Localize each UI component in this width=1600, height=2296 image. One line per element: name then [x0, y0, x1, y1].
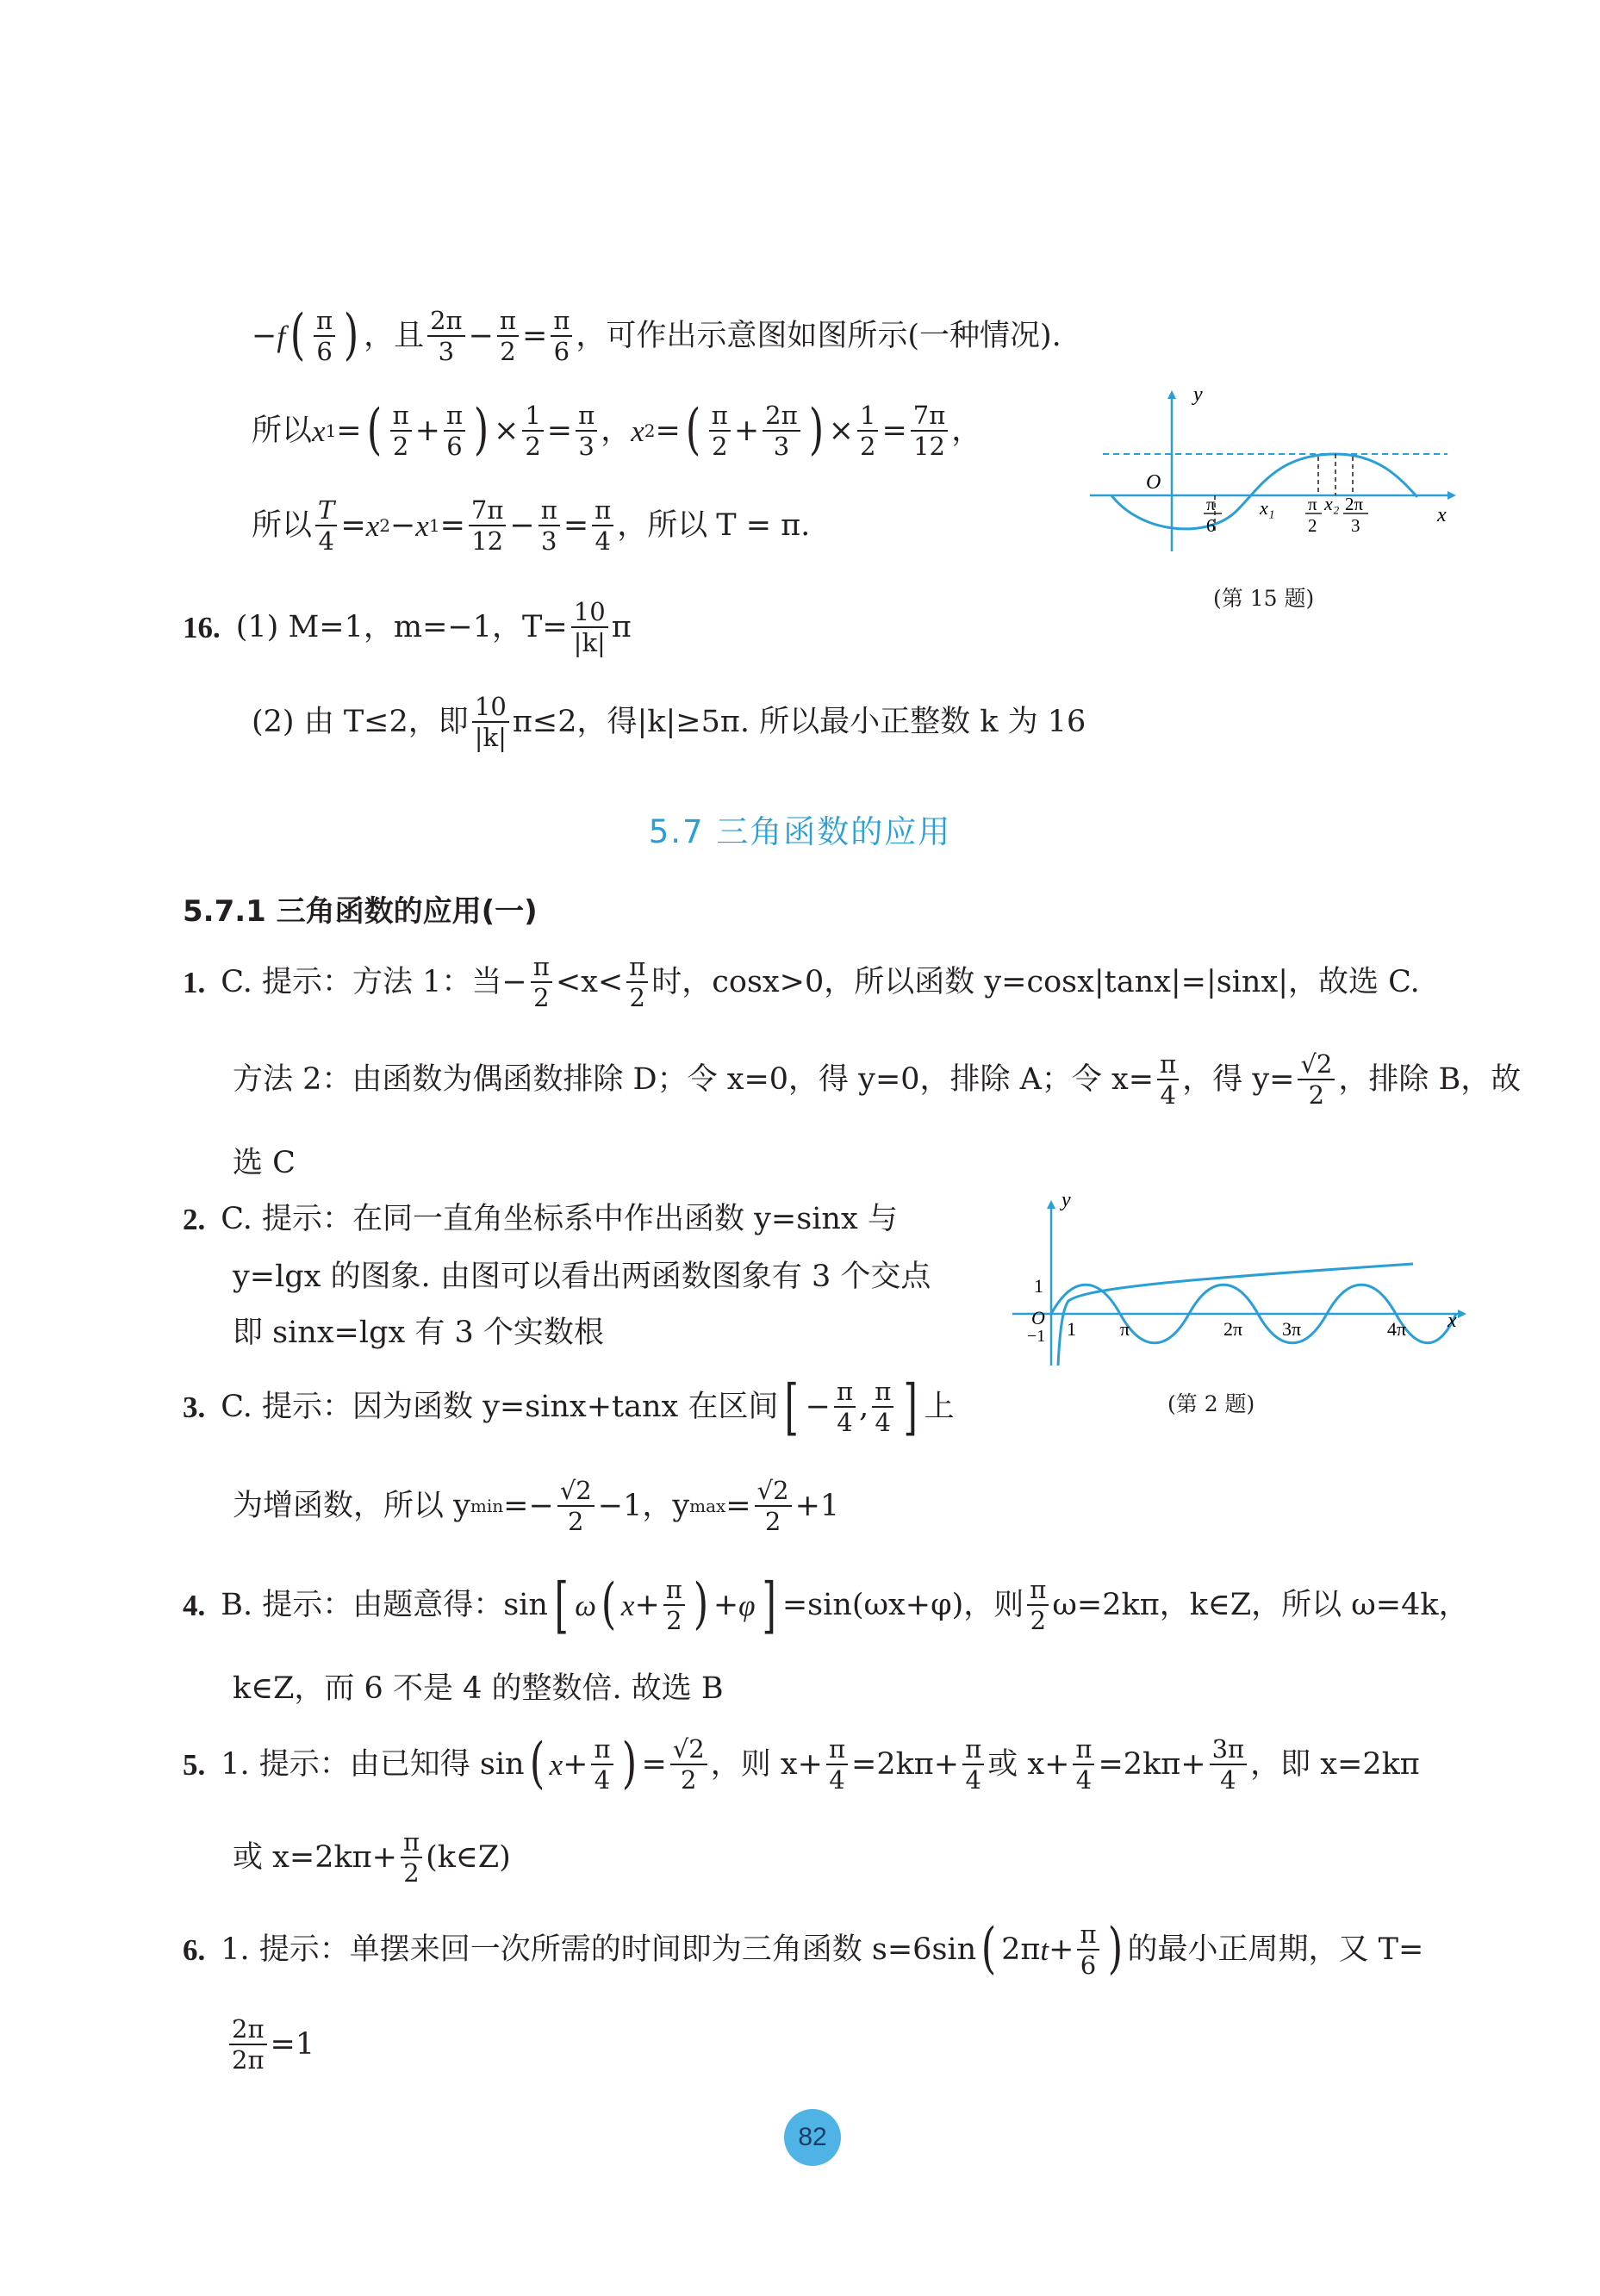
fig15-caption: (第 15 题) [1213, 586, 1315, 611]
x2-symbol: x [631, 414, 644, 448]
frac-pi-6: $\frac{\pi}{6}$ [314, 308, 335, 365]
fig2-label-1x: 1 [1067, 1318, 1076, 1340]
svg-text:3: 3 [1351, 515, 1360, 536]
q3-line-2: 为增函数，所以 y min =− $\frac{√2}{2}$ −1，y max = $\frac{√2}{2}$ +1 [233, 1475, 840, 1536]
fig2-label-3pi: 3π [1282, 1318, 1302, 1340]
fig15-label-x1: x₁ [1260, 497, 1275, 519]
fig2-label-neg1: −1 [1027, 1327, 1046, 1346]
fig2-label-pi: π [1120, 1318, 1130, 1340]
svg-text:π: π [1206, 494, 1216, 514]
figure-15 [1077, 383, 1465, 556]
fig2-caption: (第 2 题) [1167, 1391, 1255, 1416]
q2-line-3: 即 sinx=lgx 有 3 个实数根 [233, 1315, 604, 1350]
section-title: 5.7 三角函数的应用 [648, 813, 952, 850]
q5-line-1: 5. 1. 提示：由已知得 sin ( x + $\frac{\pi}{4}$ ) = $\frac{√2}{2}$ ，则 x+ $\frac{\pi}{4}$ =2kπ+ $\frac{\pi}{4}$ 或 x+ $\frac{\pi}{4}$ =2kπ+ $\frac{3\pi}{4}$ ，即 x=2kπ [183, 1732, 1420, 1796]
svg-text:2π: 2π [1345, 494, 1364, 514]
q6-line-1: 6. 1. 提示：单摆来回一次所需的时间即为三角函数 s=6sin ( 2π t + $\frac{\pi}{6}$ ) 的最小正周期，又 T= [183, 1917, 1424, 1982]
svg-text:6: 6 [1206, 515, 1216, 536]
p15-line-1: − f ( $\frac{\pi}{6}$ ) ，且 $\frac{2\pi}{3}$ − $\frac{\pi}{2}$ = $\frac{\pi}{6}$ ，可作出示意图如图所示(一种情况). [252, 303, 1061, 368]
q6-line-2: $\frac{2\pi}{2\pi}$ =1 [226, 2012, 314, 2077]
q2-line-2: y=lgx 的图象. 由图可以看出两函数图象有 3 个交点 [233, 1259, 931, 1294]
fig15-label-x: x [1437, 504, 1447, 526]
q3-line-1: 3. C. 提示：因为函数 y=sinx+tanx 在区间 [ − $\frac{\pi}{4}$ , $\frac{\pi}{4}$ ] 上 [183, 1371, 955, 1442]
fig2-label-1: 1 [1034, 1275, 1043, 1297]
fig15-label-y: y [1193, 383, 1203, 406]
p16-line-2: (2) 由 T≤2，即 $\frac{10}{|k|}$ π≤2，得|k|≥5π. 所以最小正整数 k 为 16 [252, 691, 1086, 752]
q5-line-2: 或 x=2kπ+ $\frac{\pi}{2}$ (k∈Z) [233, 1826, 511, 1888]
svg-text:π: π [1308, 494, 1317, 514]
q2-line-1: 2. C. 提示：在同一直角坐标系中作出函数 y=sinx 与 [183, 1201, 898, 1236]
fig2-label-x: x [1447, 1310, 1457, 1332]
fig2-label-4pi: 4π [1387, 1318, 1407, 1340]
fig2-label-y: y [1061, 1193, 1071, 1211]
q4-line-1: 4. B. 提示：由题意得：sin [ ω ( x + $\frac{\pi}{2}$ ) + φ ] =sin(ωx+φ)，则 $\frac{\pi}{2}$ ω=2kπ，k∈Z，所以 ω=4k， [183, 1569, 1469, 1640]
x1-symbol: x [312, 414, 326, 448]
fig15-label-o: O [1146, 471, 1161, 494]
q1-line-3: 选 C [233, 1145, 296, 1180]
p15-line-3: 所以 $\frac{T}{4}$ = x 2 − x 1 = $\frac{7\pi}{12}$ − $\frac{\pi}{3}$ = $\frac{\pi}{4}$ ，所以 T = π. [252, 495, 811, 556]
page-number-badge: 82 [784, 2109, 841, 2166]
fig2-label-o: O [1031, 1307, 1045, 1328]
p16-line-1: 16. (1) M=1，m=−1，T= $\frac{10}{|k|}$ π [183, 596, 632, 657]
p15-line-2: 所以 x 1 = ( $\frac{\pi}{2}$ + $\frac{\pi}{6}$ ) × $\frac{1}{2}$ = $\frac{\pi}{3}$ ， x 2 = ( $\frac{\pi}{2}$ + $\frac{2\pi}{3}$ ) × $\frac{1}{2}$ = $\frac{7\pi}{12}$ ， [252, 398, 982, 463]
q1-line-1: 1. C. 提示：方法 1：当− $\frac{\pi}{2}$ <x< $\frac{\pi}{2}$ 时，cosx>0，所以函数 y=cosx|tanx|=|sinx|，故选 C. [183, 951, 1420, 1012]
subsection-title: 5.7.1 三角函数的应用(一) [183, 894, 538, 929]
fig2-label-2pi: 2π [1223, 1318, 1243, 1340]
q4-line-2: k∈Z，而 6 不是 4 的整数倍. 故选 B [233, 1671, 724, 1706]
figure-2 [1008, 1193, 1473, 1366]
svg-text:2: 2 [1308, 515, 1317, 536]
fig15-label-x2: x₂ [1324, 493, 1340, 514]
q1-line-2: 方法 2：由函数为偶函数排除 D；令 x=0，得 y=0，排除 A；令 x= $\frac{\pi}{4}$ ，得 y= $\frac{√2}{2}$ ，排除 B，故 [233, 1048, 1522, 1110]
f-symbol: f [277, 319, 286, 353]
